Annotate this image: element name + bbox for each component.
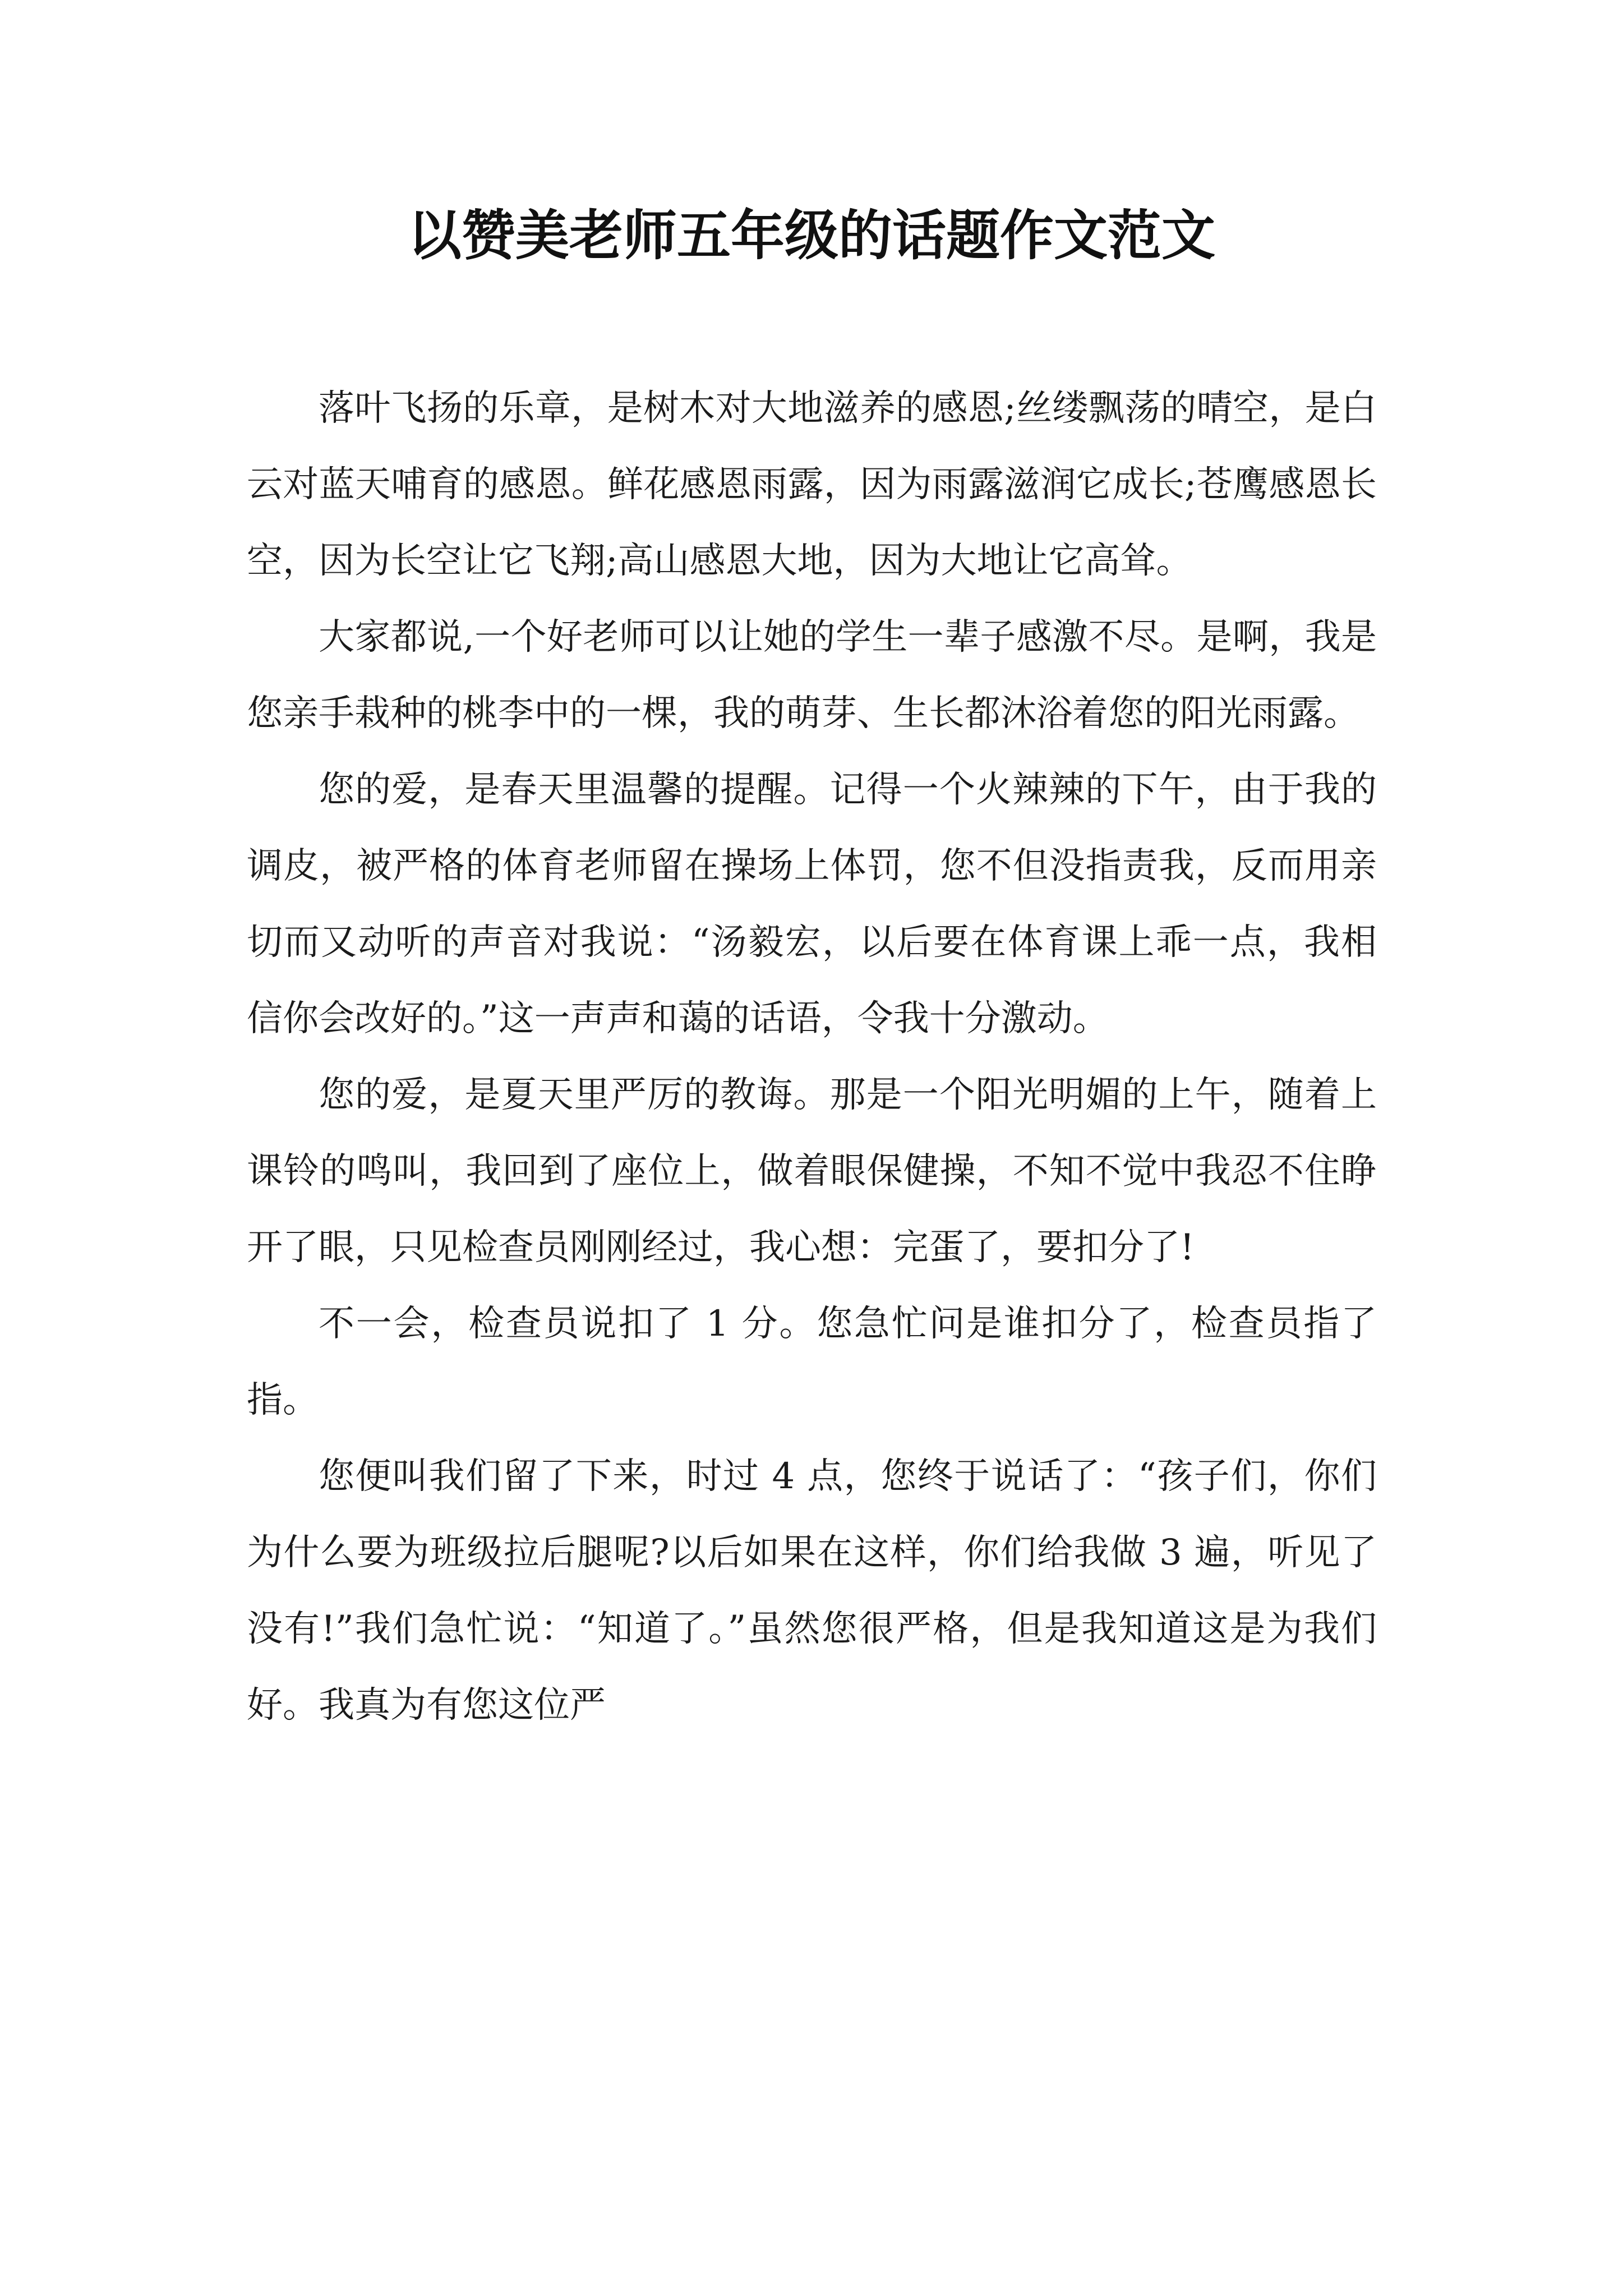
paragraph: 大家都说,一个好老师可以让她的学生一辈子感激不尽。是啊，我是您亲手栽种的桃李中的一棵，我的萌芽、生长都沐浴着您的阳光雨露。 xyxy=(247,616,1377,734)
paragraph: 落叶飞扬的乐章，是树木对大地滋养的感恩;丝缕飘荡的晴空，是白云对蓝天哺育的感恩。鲜花感恩雨露，因为雨露滋润它成长;苍鹰感恩长空，因为长空让它飞翔;高山感恩大地，因为大地让它高耸。 xyxy=(247,388,1377,582)
paragraph: 不一会，检查员说扣了 1 分。您急忙问是谁扣分了，检查员指了指。 xyxy=(247,1303,1377,1421)
paragraph: 您的爱，是春天里温馨的提醒。记得一个火辣辣的下午，由于我的调皮，被严格的体育老师留在操场上体罚，您不但没指责我，反而用亲切而又动听的声音对我说：“汤毅宏，以后要在体育课上乖一点，我相信你会改好的。”这一声声和蔼的话语，令我十分激动。 xyxy=(247,769,1377,1039)
paragraph: 您便叫我们留了下来，时过 4 点，您终于说话了：“孩子们，你们为什么要为班级拉后腿呢?以后如果在这样，你们给我做 3 遍，听见了没有!”我们急忙说：“知道了。”虽然您很严格，但是我知道这是为我们好。我真为有您这位严 xyxy=(247,1456,1377,1726)
document-title: 以赞美老师五年级的话题作文范文 xyxy=(408,204,1215,267)
paragraph: 您的爱，是夏天里严厉的教诲。那是一个阳光明媚的上午，随着上课铃的鸣叫，我回到了座位上，做着眼保健操，不知不觉中我忍不住睁开了眼，只见检查员刚刚经过，我心想：完蛋了，要扣分了! xyxy=(247,1074,1377,1268)
document-body xyxy=(247,370,1377,1743)
